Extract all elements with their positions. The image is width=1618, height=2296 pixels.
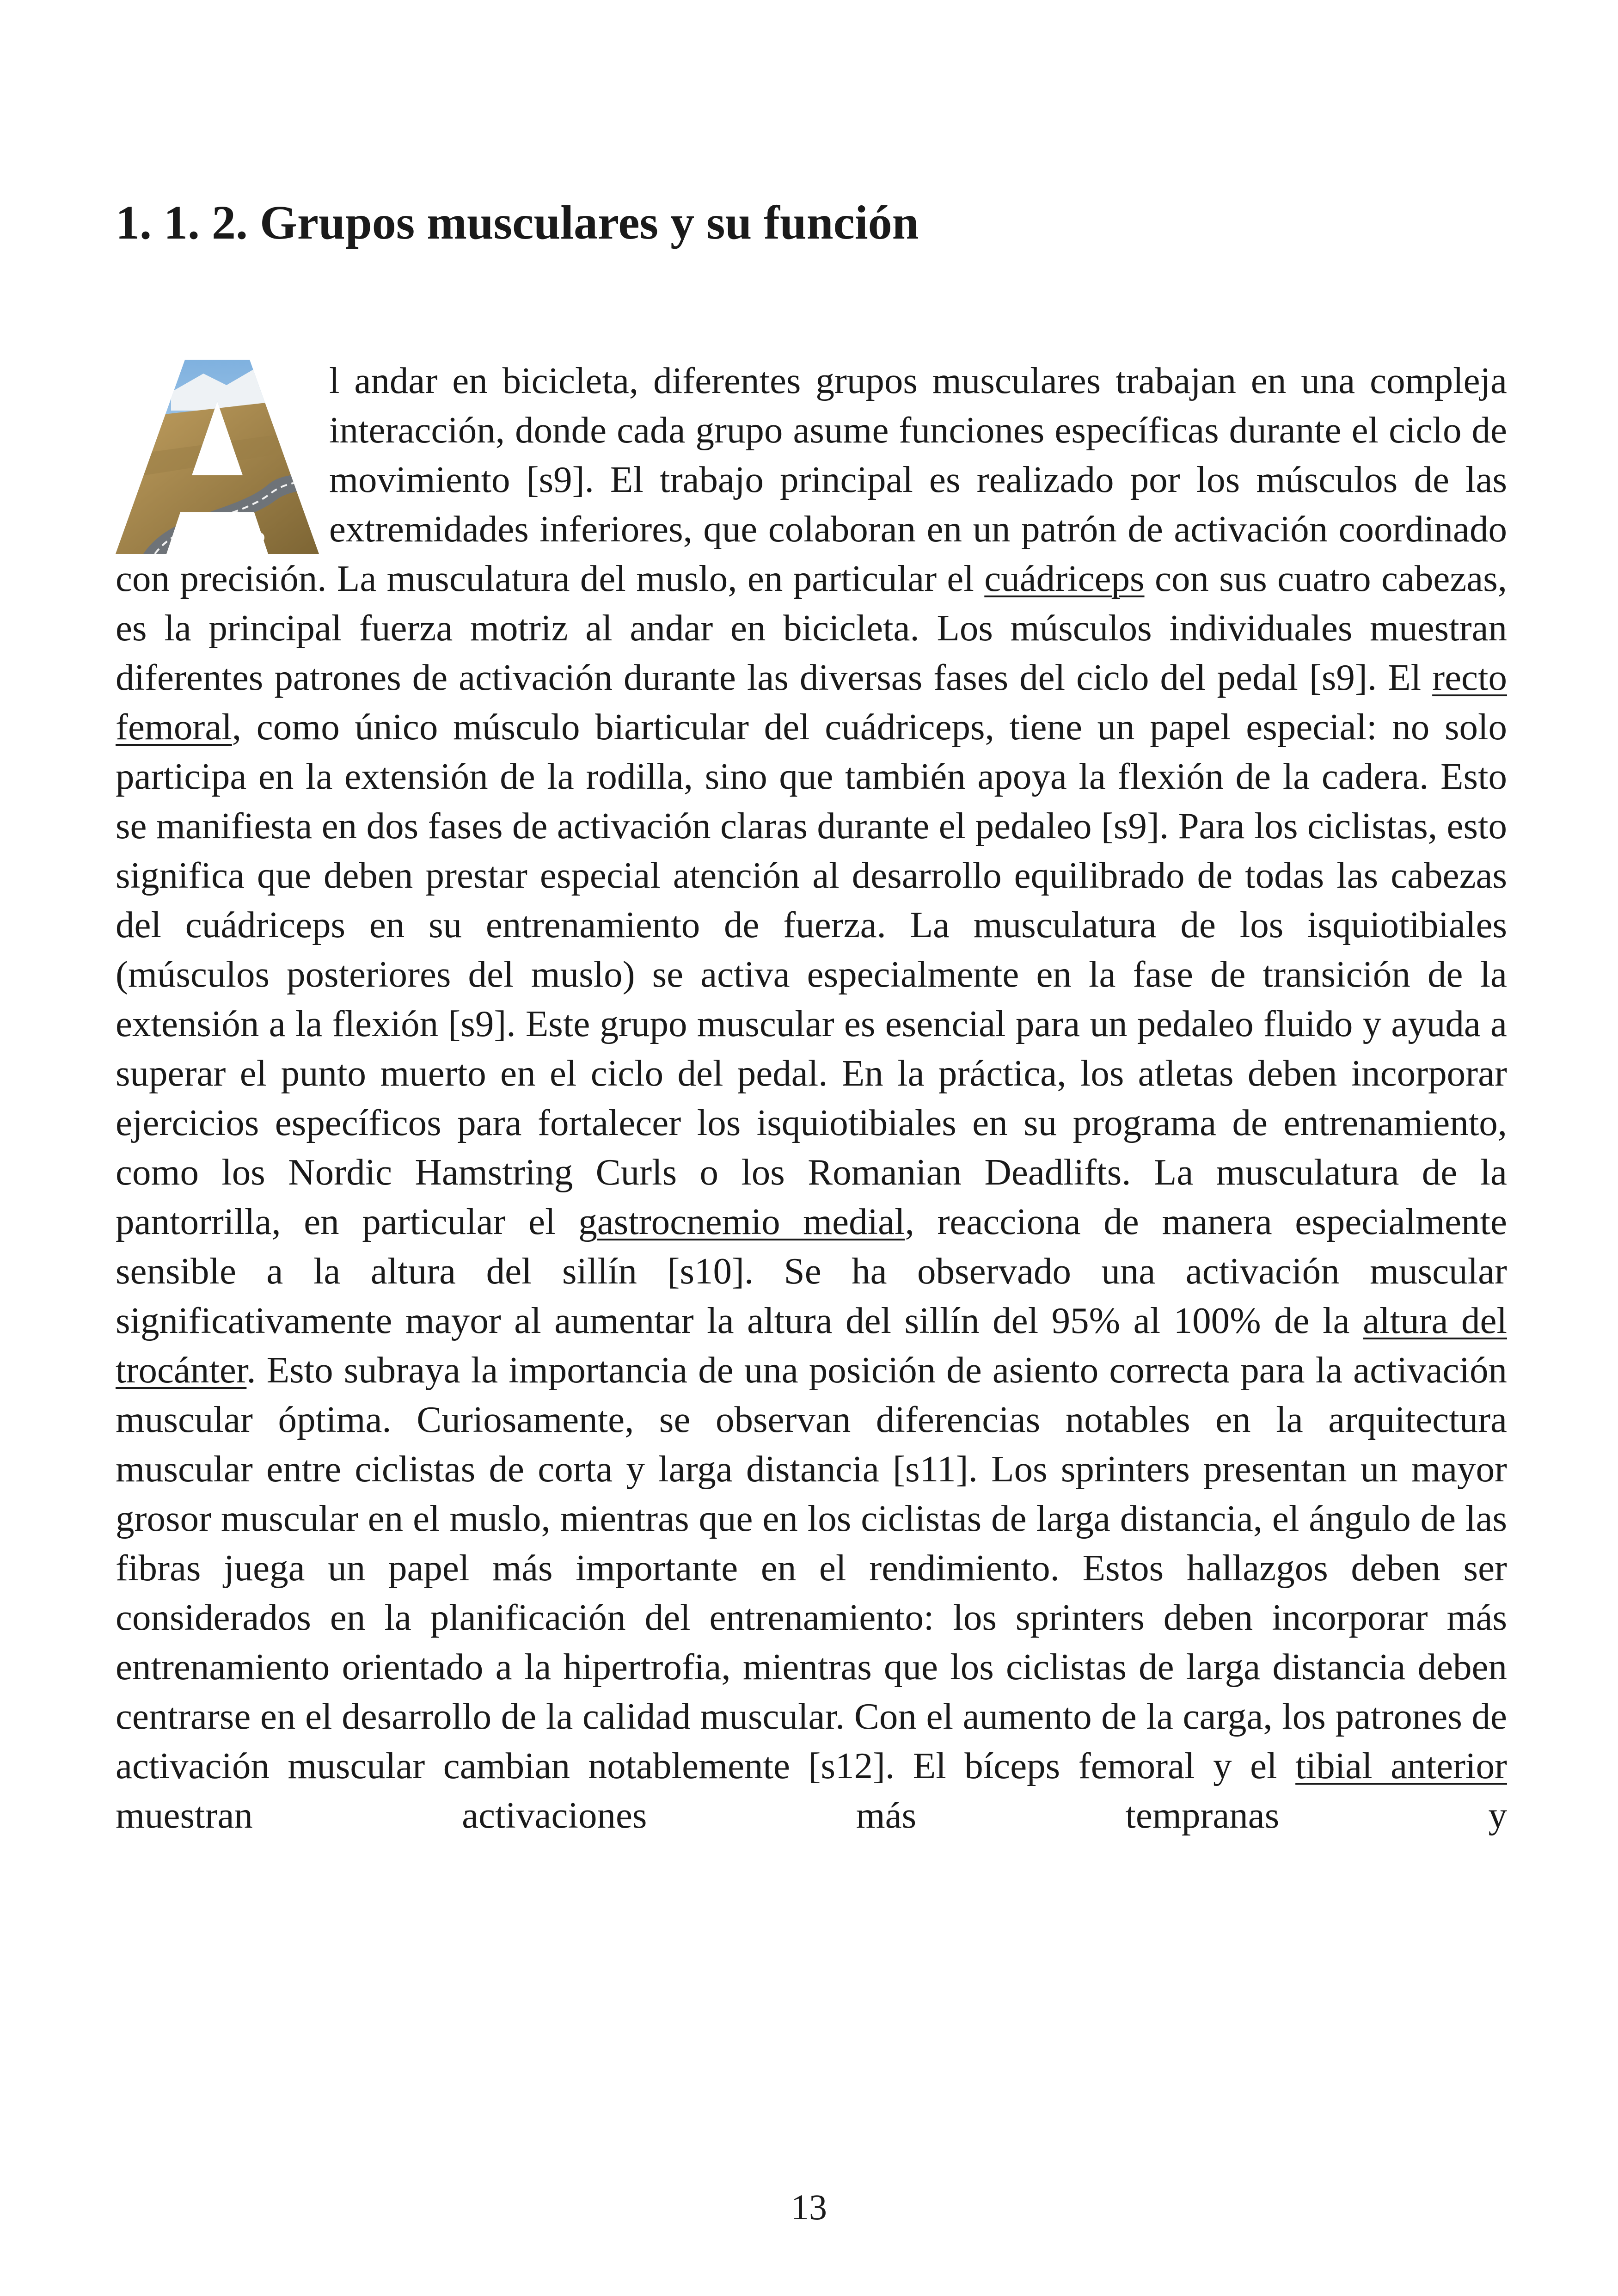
paragraph-text-2: con sus cuatro cabezas, es la principal fuerza motriz al andar en bicicleta. Los músculos individuales muestran diferentes patrones de activación durante las diversas fases del ciclo del pedal [s9]. El <box>116 558 1507 698</box>
dropcap-letter-a-image <box>116 360 319 554</box>
body-paragraph <box>116 356 1507 1840</box>
paragraph-text-1: l andar en bicicleta, diferentes grupos musculares trabajan en una compleja interacción, donde cada grupo asume funciones específicas durante el ciclo de movimiento [s9]. El trabajo principal es realizado por los músculos de las extremidades inferiores, que colaboran en un patrón de activación coordinado con precisión. La musculatura del muslo, en particular el <box>116 360 1507 599</box>
term-cuadriceps: cuádriceps <box>984 558 1145 599</box>
paragraph-text-3: , como único músculo biarticular del cuádriceps, tiene un papel especial: no solo participa en la extensión de la rodilla, sino que también apoya la flexión de la cadera. Esto se manifiesta en dos fases de activación claras durante el pedaleo [s9]. Para los ciclistas, esto significa que deben prestar especial atención al desarrollo equilibrado de todas las cabezas del cuádriceps en su entrenamiento de fuerza. La musculatura de los isquiotibiales (músculos posteriores del muslo) se activa especialmente en la fase de transición de la extensión a la flexión [s9]. Este grupo muscular es esencial para un pedaleo fluido y ayuda a superar el punto muerto en el ciclo del pedal. En la práctica, los atletas deben incorporar ejercicios específicos para fortalecer los isquiotibiales en su programa de entrenamiento, como los Nordic Hamstring Curls o los Romanian Deadlifts. La musculatura de la pantorrilla, en particular el <box>116 706 1507 1242</box>
term-gastrocnemio-medial: gastrocnemio medial <box>578 1201 905 1242</box>
term-recto-femoral: recto femoral <box>116 657 1507 748</box>
page-number: 13 <box>791 2187 827 2227</box>
paragraph-text-6: muestran activaciones más tempranas y <box>116 1794 1507 1836</box>
paragraph-text-5: . Esto subraya la importancia de una posición de asiento correcta para la activación muscular óptima. Curiosamente, se observan diferencias notables en la arquitectura muscular entre ciclistas de corta y larga distancia [s11]. Los sprinters presentan un mayor grosor muscular en el muslo, mientras que en los ciclistas de larga distancia, el ángulo de las fibras juega un papel más importante en el rendimiento. Estos hallazgos deben ser considerados en la planificación del entrenamiento: los sprinters deben incorporar más entrenamiento orientado a la hipertrofia, mientras que los ciclistas de larga distancia deben centrarse en el desarrollo de la calidad muscular. Con el aumento de la carga, los patrones de activación muscular cambian notablemente [s12]. El bíceps femoral y el <box>116 1349 1507 1786</box>
term-tibial-anterior: tibial anterior <box>1295 1745 1507 1786</box>
term-altura-del-trocanter: altura del trocánter <box>116 1300 1507 1391</box>
paragraph-text-4: , reacciona de manera especialmente sensible a la altura del sillín [s10]. Se ha observado una activación muscular significativamente mayor al aumentar la altura del sillín del 95% al 100% de la <box>116 1201 1507 1341</box>
section-heading: 1. 1. 2. Grupos musculares y su función <box>116 196 919 249</box>
